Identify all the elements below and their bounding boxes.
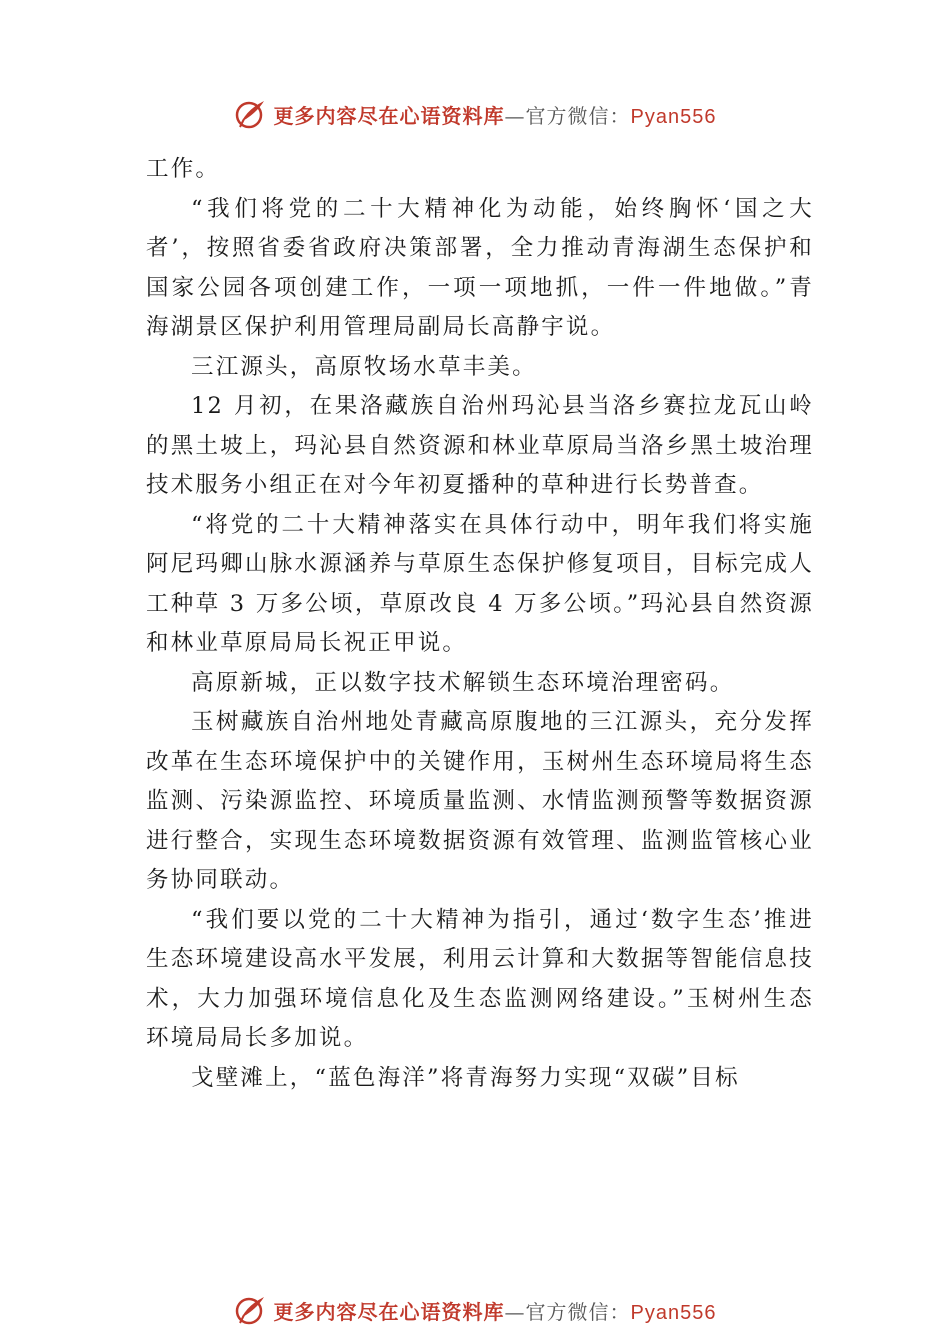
paragraph: 戈壁滩上，“蓝色海洋”将青海努力实现“双碳”目标 xyxy=(191,1064,740,1091)
paragraph: 高原新城，正以数字技术解锁生态环境治理密码。 xyxy=(191,669,735,696)
article-body xyxy=(146,150,814,1098)
footer-text: 更多内容尽在心语资料库—官方微信：Pyan556 xyxy=(273,1299,717,1324)
paragraph: 三江源头，高原牧场水草丰美。 xyxy=(191,353,537,380)
header-banner xyxy=(0,94,950,134)
paragraph: “将党的二十大精神落实在具体行动中，明年我们将实施阿尼玛卿山脉水源涵养与草原生态保护修复项目，目标完成人工种草 3 万多公顷，草原改良 4 万多公顷。”玛沁县自然资源和林业草原局局长祝正甲说。 xyxy=(146,511,814,656)
paragraph: “我们将党的二十大精神化为动能，始终胸怀‘国之大者’，按照省委省政府决策部署，全力推动青海湖生态保护和国家公园各项创建工作，一项一项地抓，一件一件地做。”青海湖景区保护利用管理局副局长高静宇说。 xyxy=(146,195,814,340)
footer-banner xyxy=(0,1290,950,1330)
paragraph: “我们要以党的二十大精神为指引，通过‘数字生态’推进生态环境建设高水平发展，利用云计算和大数据等智能信息技术，大力加强环境信息化及生态监测网络建设。”玉树州生态环境局局长多加说。 xyxy=(146,906,814,1051)
paragraph: 工作。 xyxy=(146,156,221,182)
paragraph: 玉树藏族自治州地处青藏高原腹地的三江源头，充分发挥改革在生态环境保护中的关键作用，玉树州生态环境局将生态监测、污染源监控、环境质量监测、水情监测预警等数据资源进行整合，实现生态环境数据资源有效管理、监测监管核心业务协同联动。 xyxy=(146,709,814,893)
header-text: 更多内容尽在心语资料库—官方微信：Pyan556 xyxy=(273,103,717,128)
paragraph: 12 月初，在果洛藏族自治州玛沁县当洛乡赛拉龙瓦山岭的黑土坡上，玛沁县自然资源和林业草原局当洛乡黑土坡治理技术服务小组正在对今年初夏播种的草种进行长势普查。 xyxy=(146,393,814,498)
quill-logo-icon xyxy=(234,1293,268,1327)
quill-logo-icon xyxy=(234,97,268,131)
